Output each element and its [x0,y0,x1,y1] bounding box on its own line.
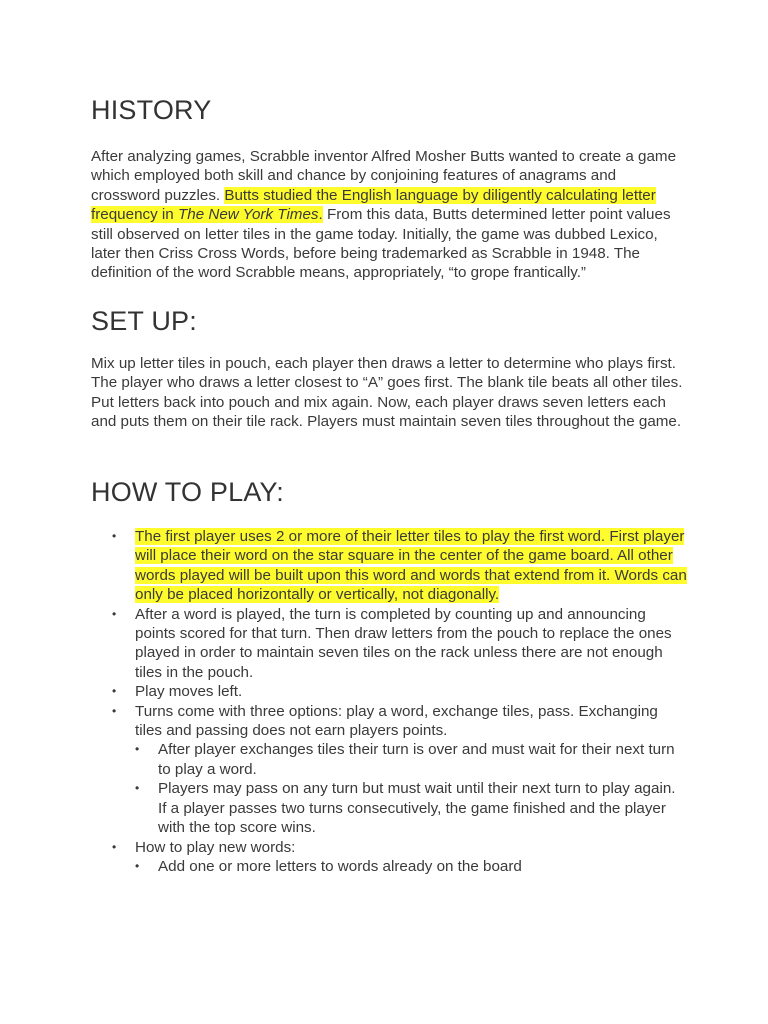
list-item-text: Play moves left. [135,683,243,701]
sub-list-item [135,857,687,876]
bullet-icon: • [112,529,117,543]
list-item [91,527,687,605]
how-to-play-list [91,527,687,876]
history-text-2: From this data, Butts determined letter point values still observed on letter tiles in the game today. Initially, the game was dubbed Lexico, later then Criss Cross Words, before being trademarked as Scrabble in 1948. The definition of the word Scrabble means, appropriately, “to grope frantically.” [91,206,671,282]
sub-list [135,740,687,837]
bullet-icon: • [112,839,117,854]
how-to-play-heading: HOW TO PLAY: [91,477,284,507]
list-item [91,682,687,701]
list-item-text: How to play new words: [135,838,296,856]
sub-list-item [135,779,687,837]
sub-list-item-text: After player exchanges tiles their turn is over and must wait for their next turn to play a word. [158,741,675,778]
list-item [91,702,687,838]
list-item-text-highlighted: The first player uses 2 or more of their letter tiles to play the first word. First player will place their word on the star square in the center of the game board. All other words played will be built upon this word and words that extend from it. Words can only be placed horizontally or vertically, not diagonally. [135,528,687,604]
list-item-text: Turns come with three options: play a word, exchange tiles, pass. Exchanging tiles and passing does not earn players points. [135,702,658,740]
sub-list-item [135,740,687,779]
history-text-1: After analyzing games, Scrabble inventor Alfred Mosher Butts wanted to create a game which employed both skill and chance by conjoining features of anagrams and crossword puzzles. [91,148,677,204]
newspaper-title: The New York Times [177,206,319,224]
sub-list-item-text: Players may pass on any turn but must wait until their next turn to play again. If a player passes two turns consecutively, the game finished and the player with the top score wins. [158,780,676,837]
history-highlight-period: . [318,206,323,224]
list-item-text: After a word is played, the turn is completed by counting up and announcing points scored for that turn. Then draw letters from the pouch to replace the ones played in order to maintain seven tiles on the rack unless there are not enough tiles in the pouch. [135,605,672,681]
bullet-icon: • [112,703,117,718]
setup-heading: SET UP: [91,306,197,336]
list-item [91,605,687,683]
bullet-icon: • [135,781,140,796]
history-highlight-text: Butts studied the English language by diligently calculating letter frequency in [91,186,656,224]
bullet-icon: • [135,858,140,873]
bullet-icon: • [112,606,117,621]
history-heading: HISTORY [91,95,212,125]
history-paragraph [91,147,687,283]
bullet-icon: • [135,742,140,757]
sub-list-item-text: Add one or more letters to words already on the board [158,857,522,875]
list-item [91,838,687,877]
bullet-icon: • [112,684,117,699]
sub-list [135,857,687,876]
setup-paragraph: Mix up letter tiles in pouch, each player then draws a letter to determine who plays first. The player who draws a letter closest to “A” goes first. The blank tile beats all other tiles. Put letters back into pouch and mix again. Now, each player draws seven letters each and puts them on their tile rack. Players must maintain seven tiles throughout the game. [91,355,683,431]
